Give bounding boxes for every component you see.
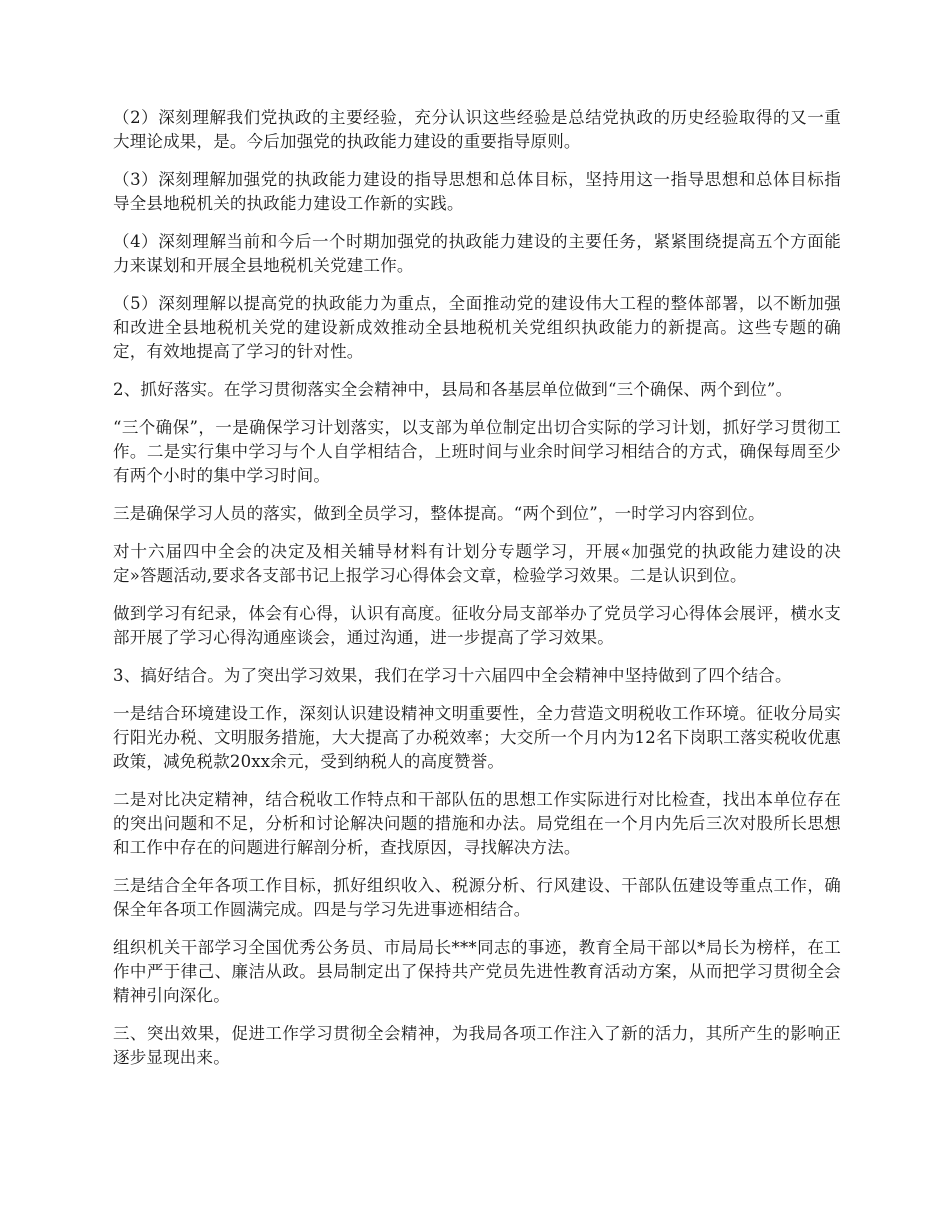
paragraph-annual-goals-combination: 三是结合全年各项工作目标，抓好组织收入、税源分析、行风建设、干部队伍建设等重点工作，确保全年各项工作圆满完成。四是与学习先进事迹相结合。: [113, 876, 841, 919]
paragraph-understanding-guiding-thought: （3）深刻理解加强党的执政能力建设的指导思想和总体目标，坚持用这一指导思想和总体目标指导全县地税机关的执政能力建设工作新的实践。: [113, 170, 841, 213]
paragraph-three-guarantees: “三个确保”，一是确保学习计划落实，以支部为单位制定出切合实际的学习计划，抓好学习贯彻工作。二是实行集中学习与个人自学相结合，上班时间与业余时间学习相结合的方式，确保每周至少有两个小时的集中学习时间。: [113, 418, 841, 485]
paragraph-comparison-combination: 二是对比决定精神，结合税收工作特点和干部队伍的思想工作实际进行对比检查，找出本单位存在的突出问题和不足，分析和讨论解决问题的措施和办法。局党组在一个月内先后三次对股所长思想和工作中存在的问题进行解剖分析，查找原因，寻找解决方法。: [113, 790, 841, 857]
paragraph-combination-heading: 3、搞好结合。为了突出学习效果，我们在学习十六届四中全会精神中坚持做到了四个结合。: [113, 666, 792, 685]
paragraph-understanding-main-tasks: （4）深刻理解当前和今后一个时期加强党的执政能力建设的主要任务，紧紧围绕提高五个方面能力来谋划和开展全县地税机关党建工作。: [113, 232, 841, 275]
paragraph-study-records: 做到学习有纪录，体会有心得，认识有高度。征收分局支部举办了党员学习心得体会展评，横水支部开展了学习心得沟通座谈会，通过沟通，进一步提高了学习效果。: [113, 604, 841, 647]
paragraph-understanding-experience: （2）深刻理解我们党执政的主要经验，充分认识这些经验是总结党执政的历史经验取得的又一重大理论成果，是。今后加强党的执政能力建设的重要指导原则。: [113, 108, 841, 151]
paragraph-third-guarantee: 三是确保学习人员的落实，做到全员学习，整体提高。“两个到位”，一时学习内容到位。: [113, 504, 765, 523]
paragraph-model-study: 组织机关干部学习全国优秀公务员、市局局长***同志的事迹，教育全局干部以*局长为榜样，在工作中严于律己、廉洁从政。县局制定出了保持共产党员先进性教育活动方案，从而把学习贯彻全会精神引向深化。: [113, 938, 841, 1005]
paragraph-environment-combination: 一是结合环境建设工作，深刻认识建设精神文明重要性，全力营造文明税收工作环境。征收分局实行阳光办税、文明服务措施，大大提高了办税效率；大交所一个月内为12名下岗职工落实税收优惠政策，减免税款20xx余元，受到纳税人的高度赞誉。: [113, 704, 841, 771]
paragraph-implementation-heading: 2、抓好落实。在学习贯彻落实全会精神中，县局和各基层单位做到“三个确保、两个到位”。: [113, 380, 793, 399]
paragraph-special-topic-study: 对十六届四中全会的决定及相关辅导材料有计划分专题学习，开展«加强党的执政能力建设的决定»答题活动,要求各支部书记上报学习心得体会文章，检验学习效果。二是认识到位。: [113, 542, 841, 585]
document-body: [113, 106, 841, 1084]
paragraph-understanding-overall-deployment: （5）深刻理解以提高党的执政能力为重点，全面推动党的建设伟大工程的整体部署，以不断加强和改进全县地税机关党的建设新成效推动全县地税机关党组织执政能力的新提高。这些专题的确定，有效地提高了学习的针对性。: [113, 294, 841, 361]
paragraph-effect-heading: 三、突出效果，促进工作学习贯彻全会精神，为我局各项工作注入了新的活力，其所产生的影响正逐步显现出来。: [113, 1024, 841, 1067]
